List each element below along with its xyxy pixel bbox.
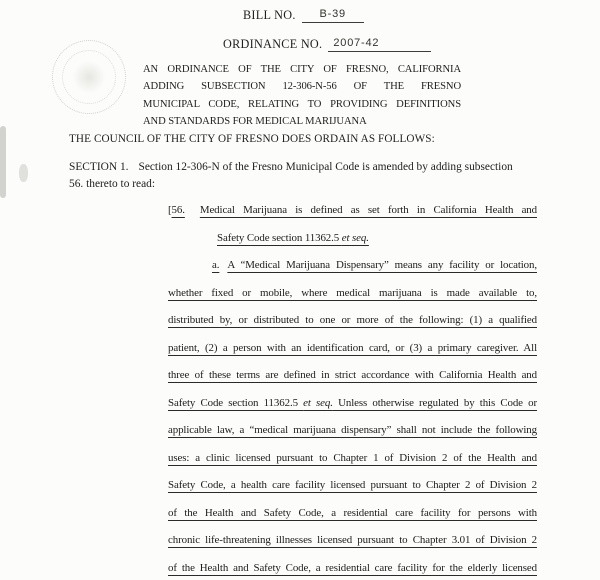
text-segment: MUNICIPAL CODE, RELATING TO PROVIDING DEFINITIONS bbox=[143, 98, 461, 110]
bill-no-underline bbox=[302, 8, 364, 23]
text-segment: Safety Code section 11362.5 bbox=[217, 231, 342, 244]
text-line bbox=[143, 61, 461, 78]
text-segment: SECTION 1. bbox=[69, 161, 129, 173]
text-segment: applicable law, a “medical marijuana dispensary” shall not include the following bbox=[168, 424, 537, 436]
text-segment: AN ORDINANCE OF THE CITY OF FRESNO, CALIFORNIA bbox=[143, 64, 461, 75]
scan-edge-artifact bbox=[0, 126, 6, 198]
text-segment: Section 12-306-N of the Fresno Municipal Code is amended by adding subsection bbox=[138, 161, 513, 173]
text-line bbox=[143, 113, 461, 130]
text-line bbox=[168, 252, 537, 280]
bill-number-row bbox=[243, 8, 364, 23]
ordinance-number-row bbox=[223, 37, 431, 52]
text-line bbox=[69, 176, 544, 193]
text-line bbox=[168, 472, 537, 500]
text-line bbox=[168, 362, 537, 390]
bill-no-value: B-39 bbox=[319, 8, 346, 20]
text-line bbox=[168, 280, 537, 308]
text-line bbox=[168, 500, 537, 528]
text-segment: AND STANDARDS FOR MEDICAL MARIJUANA bbox=[143, 115, 367, 127]
text-line bbox=[168, 307, 537, 335]
text-segment: of the Health and Safety Code, a residential care facility for the elderly licensed bbox=[168, 561, 537, 574]
text-segment: Medical Marijuana is defined as set forth in California Health and bbox=[199, 204, 537, 216]
text-segment: Unless otherwise regulated by this Code or bbox=[332, 396, 537, 409]
text-segment: [ bbox=[168, 204, 172, 216]
text-segment: three of these terms are defined in strict accordance with California Health and bbox=[168, 369, 537, 381]
text-line bbox=[168, 555, 537, 580]
text-line bbox=[168, 335, 537, 363]
text-segment: et seq. bbox=[303, 396, 333, 409]
text-line bbox=[168, 445, 537, 473]
tab-gap bbox=[185, 197, 200, 225]
text-segment: chronic life-threatening illnesses licensed pursuant to Chapter 3.01 of Division 2 bbox=[168, 534, 537, 546]
scan-smudge-artifact bbox=[19, 164, 28, 182]
text-segment: patient, (2) a person with an identification card, or (3) a primary caregiver. All bbox=[168, 341, 537, 354]
subsection-56-amendment-block bbox=[168, 197, 537, 580]
ordinance-title bbox=[143, 61, 461, 130]
text-segment: 56. bbox=[171, 204, 185, 216]
text-segment: Safety Code, a health care facility licensed pursuant to Chapter 2 of Division 2 bbox=[168, 479, 537, 491]
ordinance-no-label: ORDINANCE NO. bbox=[223, 37, 323, 51]
city-seal-stamp-icon bbox=[44, 32, 134, 122]
text-line bbox=[168, 527, 537, 555]
text-line bbox=[168, 197, 537, 225]
tab-gap bbox=[128, 159, 138, 176]
text-segment: A “Medical Marijuana Dispensary” means any facility or location, bbox=[227, 259, 537, 271]
text-segment: uses: a clinic licensed pursuant to Chapter 1 of Division 2 of the Health and bbox=[168, 451, 537, 464]
text-segment: whether fixed or mobile, where medical marijuana is made available to, bbox=[168, 286, 537, 299]
ordain-clause: THE COUNCIL OF THE CITY OF FRESNO DOES ORDAIN AS FOLLOWS: bbox=[69, 133, 435, 145]
text-line bbox=[168, 225, 537, 253]
text-segment: 56. thereto to read: bbox=[69, 177, 156, 190]
text-line bbox=[143, 96, 461, 113]
text-line bbox=[168, 390, 537, 418]
text-line bbox=[143, 78, 461, 95]
text-segment: Safety Code section 11362.5 bbox=[168, 396, 304, 409]
ordinance-no-value: 2007-42 bbox=[333, 37, 380, 49]
text-segment: distributed by, or distributed to one or more of the following: (1) a qualified bbox=[168, 314, 537, 326]
text-segment: of the Health and Safety Code, a residential care facility for persons with bbox=[168, 506, 537, 519]
text-segment: a. bbox=[212, 259, 220, 271]
text-segment: ADDING SUBSECTION 12-306-N-56 OF THE FRESNO bbox=[143, 81, 461, 93]
text-line bbox=[69, 159, 544, 176]
section-1-paragraph bbox=[69, 159, 544, 192]
bill-no-label: BILL NO. bbox=[243, 8, 296, 22]
text-line bbox=[168, 417, 537, 445]
text-segment: et seq. bbox=[341, 231, 369, 244]
ordinance-no-underline bbox=[328, 37, 431, 52]
